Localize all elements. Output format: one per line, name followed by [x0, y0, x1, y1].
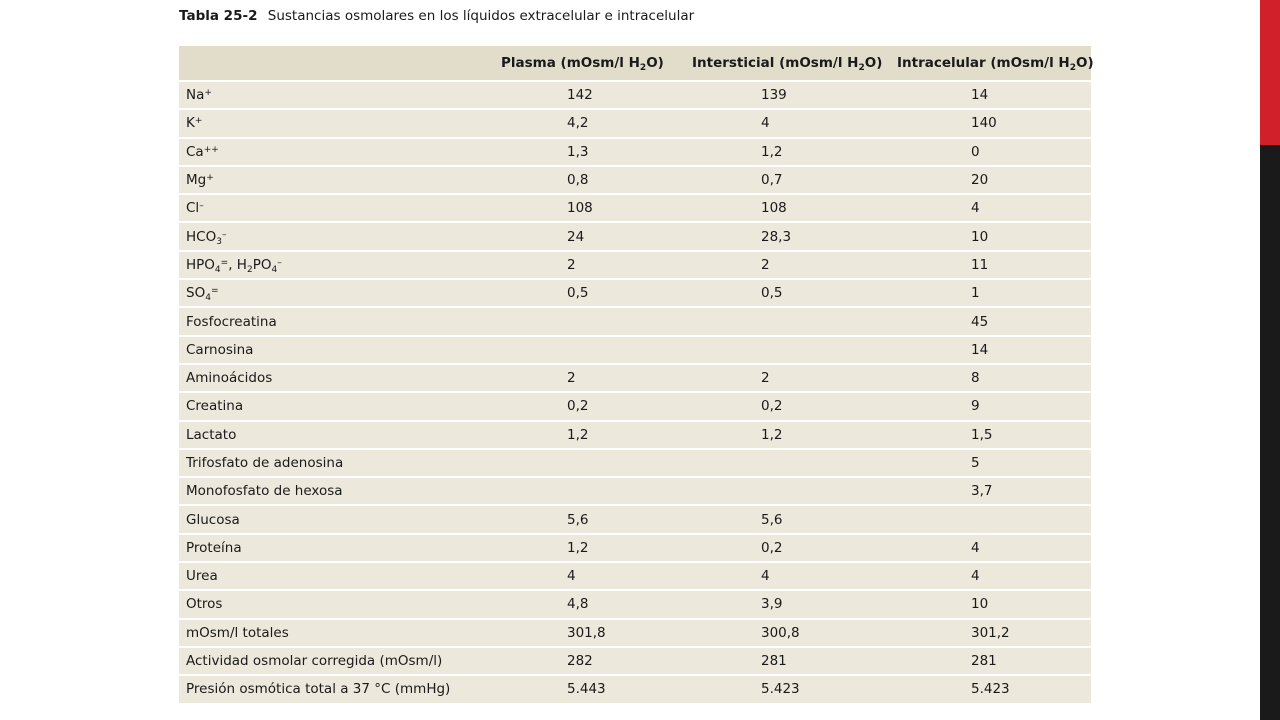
plasma-value	[497, 477, 688, 505]
intersticial-value	[688, 477, 893, 505]
intracelular-value: 4	[893, 534, 1091, 562]
intersticial-value: 2	[688, 364, 893, 392]
intracelular-value: 20	[893, 166, 1091, 194]
table-row	[179, 505, 1091, 533]
osmolar-substances-table	[179, 46, 1094, 703]
table-caption-label: Tabla 25-2	[179, 8, 258, 24]
row-label: $HPO_4^=$, $H_2PO_4^-$	[179, 251, 497, 279]
intracelular-value: 9	[893, 392, 1091, 420]
table-caption	[179, 8, 694, 24]
table-row	[179, 590, 1091, 618]
slide-accent-bar-dark	[1260, 145, 1280, 720]
intersticial-value: 4	[688, 109, 893, 137]
table-row	[179, 392, 1091, 420]
table-row	[179, 619, 1091, 647]
intersticial-value: 281	[688, 647, 893, 675]
row-label: $SO_4^=$	[179, 279, 497, 307]
plasma-value: 108	[497, 194, 688, 222]
intracelular-value: 301,2	[893, 619, 1091, 647]
table-header-row	[179, 46, 1091, 81]
row-label: Na+	[179, 81, 497, 109]
row-label: Lactato	[179, 421, 497, 449]
intracelular-value: 8	[893, 364, 1091, 392]
table-row	[179, 279, 1091, 307]
intersticial-value	[688, 449, 893, 477]
intersticial-value: 3,9	[688, 590, 893, 618]
table-row	[179, 138, 1091, 166]
table-row	[179, 222, 1091, 250]
row-label: Creatina	[179, 392, 497, 420]
plasma-value	[497, 307, 688, 335]
plasma-value: 2	[497, 364, 688, 392]
intracelular-value: 140	[893, 109, 1091, 137]
header-substance	[179, 46, 497, 81]
intracelular-value: 14	[893, 81, 1091, 109]
plasma-value: 1,2	[497, 534, 688, 562]
row-label: $HCO_3^-$	[179, 222, 497, 250]
table-row	[179, 534, 1091, 562]
intracelular-value: 45	[893, 307, 1091, 335]
intersticial-value: 108	[688, 194, 893, 222]
header-plasma: Plasma (mOsm/l $H_2O$)	[497, 46, 688, 81]
header-intersticial: Intersticial (mOsm/l $H_2O$)	[688, 46, 893, 81]
intracelular-value: 4	[893, 194, 1091, 222]
header-intracelular: Intracelular (mOsm/l $H_2O$)	[893, 46, 1091, 81]
table-row	[179, 364, 1091, 392]
intracelular-value: 4	[893, 562, 1091, 590]
row-label: Cl–	[179, 194, 497, 222]
intracelular-value: 0	[893, 138, 1091, 166]
row-label: Actividad osmolar corregida (mOsm/l)	[179, 647, 497, 675]
intracelular-value: 10	[893, 590, 1091, 618]
row-label: Urea	[179, 562, 497, 590]
row-label: Fosfocreatina	[179, 307, 497, 335]
row-label: Otros	[179, 590, 497, 618]
intersticial-value: 0,5	[688, 279, 893, 307]
row-label: K+	[179, 109, 497, 137]
plasma-value: 282	[497, 647, 688, 675]
table-row	[179, 336, 1091, 364]
intracelular-value: 1	[893, 279, 1091, 307]
intersticial-value	[688, 336, 893, 364]
intersticial-value: 4	[688, 562, 893, 590]
intersticial-value: 0,7	[688, 166, 893, 194]
row-label: Ca++	[179, 138, 497, 166]
row-label: Glucosa	[179, 505, 497, 533]
intersticial-value: 139	[688, 81, 893, 109]
slide-accent-bar-red	[1260, 0, 1280, 145]
row-label: Trifosfato de adenosina	[179, 449, 497, 477]
intersticial-value: 1,2	[688, 138, 893, 166]
table-row	[179, 675, 1091, 702]
intersticial-value: 5.423	[688, 675, 893, 702]
intracelular-value: 281	[893, 647, 1091, 675]
plasma-value: 4,2	[497, 109, 688, 137]
table-row	[179, 194, 1091, 222]
plasma-value: 0,5	[497, 279, 688, 307]
table-row	[179, 307, 1091, 335]
intersticial-value	[688, 307, 893, 335]
plasma-value: 5.443	[497, 675, 688, 702]
plasma-value: 2	[497, 251, 688, 279]
table-row	[179, 477, 1091, 505]
table-row	[179, 251, 1091, 279]
plasma-value: 0,8	[497, 166, 688, 194]
intersticial-value: 28,3	[688, 222, 893, 250]
plasma-value: 24	[497, 222, 688, 250]
plasma-value: 4	[497, 562, 688, 590]
table-row	[179, 562, 1091, 590]
plasma-value: 5,6	[497, 505, 688, 533]
row-label: Mg+	[179, 166, 497, 194]
plasma-value: 1,2	[497, 421, 688, 449]
plasma-value	[497, 336, 688, 364]
intracelular-value	[893, 505, 1091, 533]
plasma-value: 142	[497, 81, 688, 109]
intersticial-value: 2	[688, 251, 893, 279]
intersticial-value: 5,6	[688, 505, 893, 533]
row-label: Carnosina	[179, 336, 497, 364]
plasma-value	[497, 449, 688, 477]
plasma-value: 1,3	[497, 138, 688, 166]
table-row	[179, 421, 1091, 449]
row-label: Presión osmótica total a 37 °C (mmHg)	[179, 675, 497, 702]
row-label: Aminoácidos	[179, 364, 497, 392]
table-row	[179, 449, 1091, 477]
intracelular-value: 14	[893, 336, 1091, 364]
plasma-value: 4,8	[497, 590, 688, 618]
intracelular-value: 3,7	[893, 477, 1091, 505]
table-row	[179, 166, 1091, 194]
intracelular-value: 1,5	[893, 421, 1091, 449]
table-row	[179, 109, 1091, 137]
table-caption-title: Sustancias osmolares en los líquidos extracelular e intracelular	[267, 8, 695, 24]
intracelular-value: 5.423	[893, 675, 1091, 702]
intersticial-value: 1,2	[688, 421, 893, 449]
intersticial-value: 0,2	[688, 534, 893, 562]
intracelular-value: 11	[893, 251, 1091, 279]
row-label: mOsm/l totales	[179, 619, 497, 647]
plasma-value: 0,2	[497, 392, 688, 420]
table-row	[179, 647, 1091, 675]
intersticial-value: 300,8	[688, 619, 893, 647]
intersticial-value: 0,2	[688, 392, 893, 420]
plasma-value: 301,8	[497, 619, 688, 647]
row-label: Proteína	[179, 534, 497, 562]
table-row	[179, 81, 1091, 109]
intracelular-value: 5	[893, 449, 1091, 477]
row-label: Monofosfato de hexosa	[179, 477, 497, 505]
intracelular-value: 10	[893, 222, 1091, 250]
